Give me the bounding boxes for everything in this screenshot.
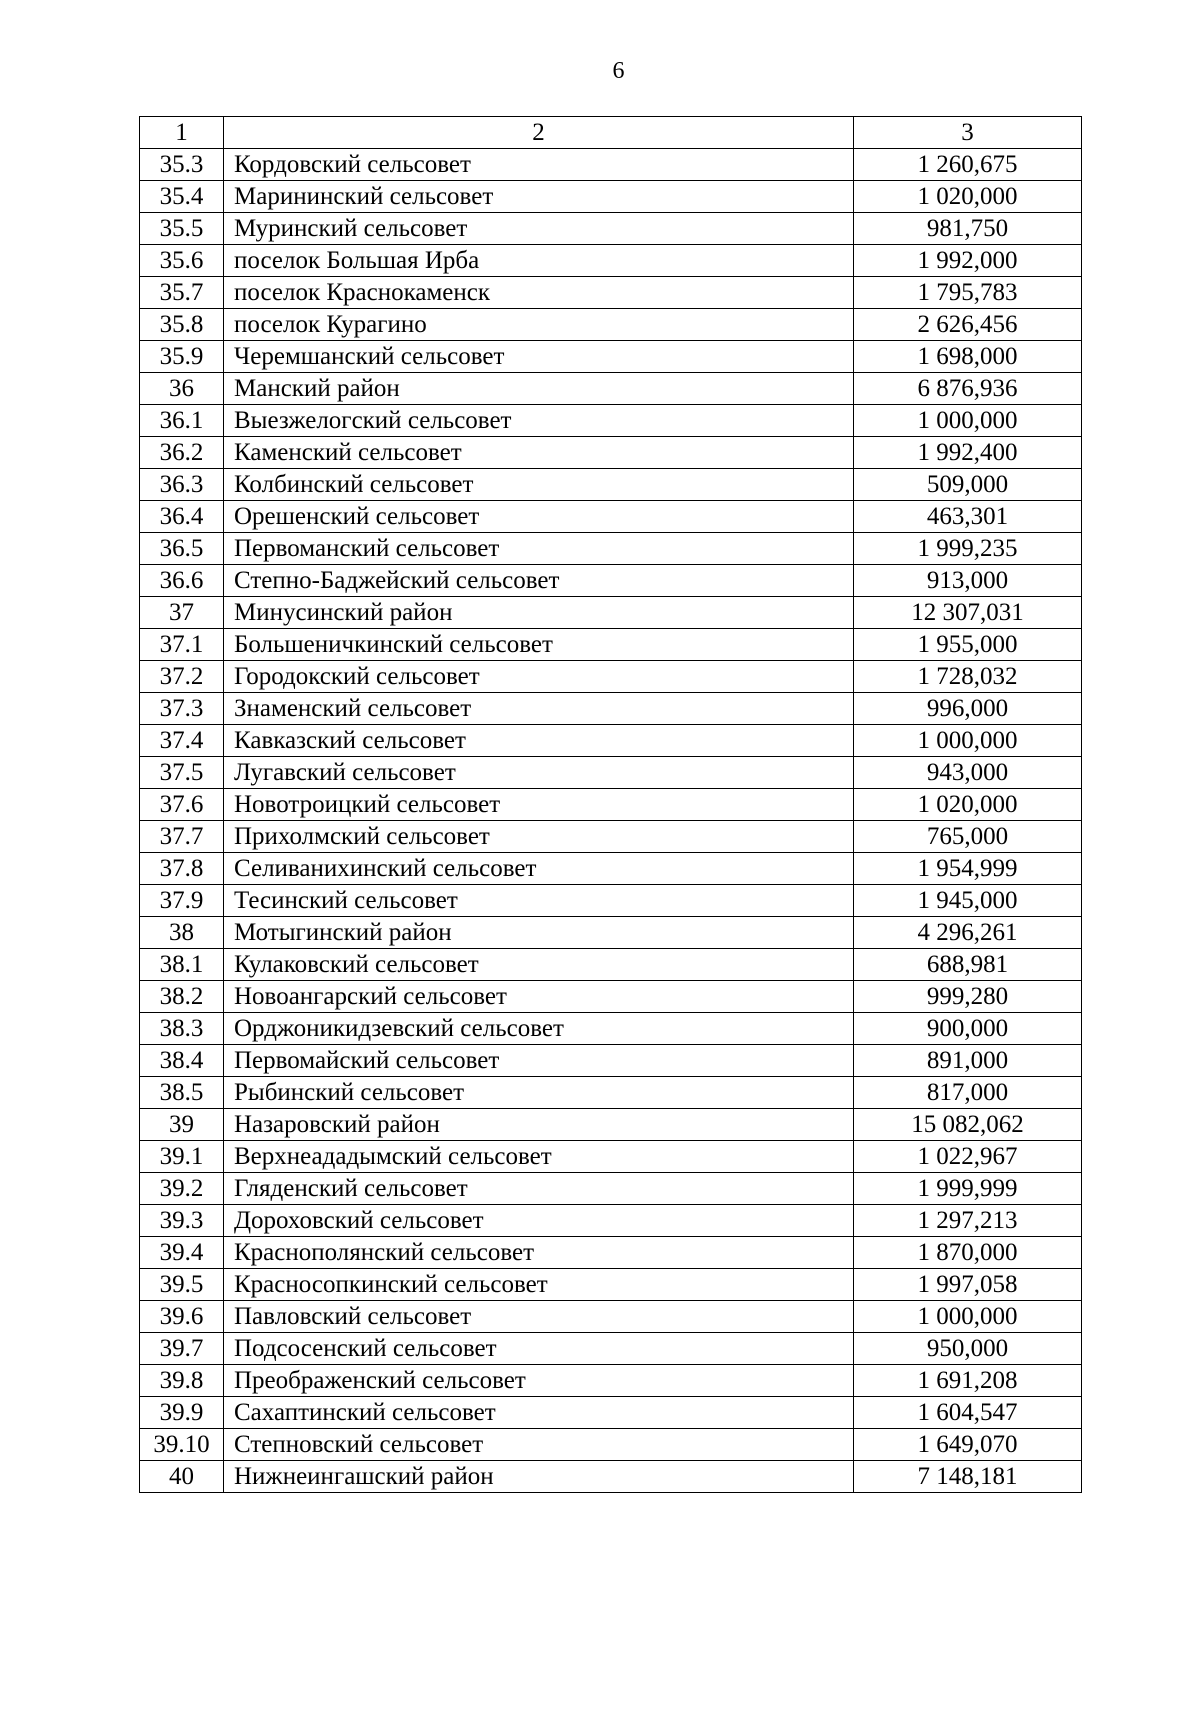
row-name: Городокский сельсовет	[224, 661, 854, 693]
table-row	[140, 1365, 1082, 1397]
row-value: 7 148,181	[854, 1461, 1082, 1493]
row-number: 37.1	[140, 629, 224, 661]
row-name: Гляденский сельсовет	[224, 1173, 854, 1205]
row-name: Павловский сельсовет	[224, 1301, 854, 1333]
row-name: Мотыгинский район	[224, 917, 854, 949]
table-row	[140, 1173, 1082, 1205]
row-name: Нижнеингашский район	[224, 1461, 854, 1493]
table-row	[140, 1269, 1082, 1301]
row-number: 35.8	[140, 309, 224, 341]
table-row	[140, 405, 1082, 437]
row-number: 39.2	[140, 1173, 224, 1205]
row-value: 1 999,235	[854, 533, 1082, 565]
row-name: поселок Большая Ирба	[224, 245, 854, 277]
row-number: 37.2	[140, 661, 224, 693]
row-number: 35.3	[140, 149, 224, 181]
table-row	[140, 661, 1082, 693]
header-col-2: 2	[224, 117, 854, 149]
row-number: 35.5	[140, 213, 224, 245]
row-name: Сахаптинский сельсовет	[224, 1397, 854, 1429]
row-name: Лугавский сельсовет	[224, 757, 854, 789]
row-name: Рыбинский сельсовет	[224, 1077, 854, 1109]
table-row	[140, 629, 1082, 661]
row-number: 37	[140, 597, 224, 629]
page-number: 6	[612, 58, 625, 84]
row-value: 1 999,999	[854, 1173, 1082, 1205]
row-number: 36.1	[140, 405, 224, 437]
row-number: 39.5	[140, 1269, 224, 1301]
row-number: 35.6	[140, 245, 224, 277]
table-row	[140, 917, 1082, 949]
row-value: 1 297,213	[854, 1205, 1082, 1237]
row-value: 1 997,058	[854, 1269, 1082, 1301]
row-name: поселок Курагино	[224, 309, 854, 341]
header-row	[140, 117, 1082, 149]
row-value: 1 795,783	[854, 277, 1082, 309]
row-name: Знаменский сельсовет	[224, 693, 854, 725]
table-row	[140, 533, 1082, 565]
table-row	[140, 373, 1082, 405]
row-name: Подсосенский сельсовет	[224, 1333, 854, 1365]
table-row	[140, 1077, 1082, 1109]
row-name: Каменский сельсовет	[224, 437, 854, 469]
row-number: 35.4	[140, 181, 224, 213]
row-name: Марининский сельсовет	[224, 181, 854, 213]
table-row	[140, 757, 1082, 789]
row-name: Степно-Баджейский сельсовет	[224, 565, 854, 597]
table-row	[140, 469, 1082, 501]
header-col-1: 1	[140, 117, 224, 149]
row-name: Прихолмский сельсовет	[224, 821, 854, 853]
row-value: 1 020,000	[854, 181, 1082, 213]
row-name: Селиванихинский сельсовет	[224, 853, 854, 885]
row-name: Большеничкинский сельсовет	[224, 629, 854, 661]
row-value: 1 954,999	[854, 853, 1082, 885]
row-name: Новотроицкий сельсовет	[224, 789, 854, 821]
row-number: 39.9	[140, 1397, 224, 1429]
row-name: Первоманский сельсовет	[224, 533, 854, 565]
row-value: 15 082,062	[854, 1109, 1082, 1141]
row-value: 900,000	[854, 1013, 1082, 1045]
table-row	[140, 1109, 1082, 1141]
row-value: 999,280	[854, 981, 1082, 1013]
row-name: Колбинский сельсовет	[224, 469, 854, 501]
table-row	[140, 181, 1082, 213]
row-number: 38.1	[140, 949, 224, 981]
row-value: 817,000	[854, 1077, 1082, 1109]
row-value: 1 020,000	[854, 789, 1082, 821]
row-value: 996,000	[854, 693, 1082, 725]
table-row	[140, 1141, 1082, 1173]
row-value: 891,000	[854, 1045, 1082, 1077]
row-value: 6 876,936	[854, 373, 1082, 405]
row-number: 39	[140, 1109, 224, 1141]
table-header	[140, 117, 1082, 149]
row-value: 1 992,400	[854, 437, 1082, 469]
table-row	[140, 981, 1082, 1013]
row-name: Кавказский сельсовет	[224, 725, 854, 757]
table-row	[140, 949, 1082, 981]
row-name: Выезжелогский сельсовет	[224, 405, 854, 437]
row-number: 39.7	[140, 1333, 224, 1365]
row-number: 36.4	[140, 501, 224, 533]
row-value: 1 728,032	[854, 661, 1082, 693]
row-value: 1 000,000	[854, 725, 1082, 757]
data-table	[139, 116, 1082, 1493]
table-row	[140, 1397, 1082, 1429]
row-value: 688,981	[854, 949, 1082, 981]
table-row	[140, 1045, 1082, 1077]
row-number: 35.7	[140, 277, 224, 309]
row-value: 1 945,000	[854, 885, 1082, 917]
row-name: Орджоникидзевский сельсовет	[224, 1013, 854, 1045]
row-number: 37.6	[140, 789, 224, 821]
row-name: Кулаковский сельсовет	[224, 949, 854, 981]
row-name: Черемшанский сельсовет	[224, 341, 854, 373]
row-number: 39.6	[140, 1301, 224, 1333]
header-col-3: 3	[854, 117, 1082, 149]
table-row	[140, 1429, 1082, 1461]
table-row	[140, 149, 1082, 181]
row-number: 36.5	[140, 533, 224, 565]
row-number: 39.4	[140, 1237, 224, 1269]
row-value: 913,000	[854, 565, 1082, 597]
row-number: 37.7	[140, 821, 224, 853]
table-row	[140, 789, 1082, 821]
table-row	[140, 245, 1082, 277]
row-value: 1 022,967	[854, 1141, 1082, 1173]
table-row	[140, 437, 1082, 469]
row-number: 37.9	[140, 885, 224, 917]
table-row	[140, 213, 1082, 245]
row-number: 39.10	[140, 1429, 224, 1461]
table-row	[140, 565, 1082, 597]
row-number: 37.3	[140, 693, 224, 725]
row-name: Краснополянский сельсовет	[224, 1237, 854, 1269]
row-name: Тесинский сельсовет	[224, 885, 854, 917]
row-number: 38	[140, 917, 224, 949]
table-row	[140, 1013, 1082, 1045]
row-number: 38.5	[140, 1077, 224, 1109]
row-name: Манский район	[224, 373, 854, 405]
row-number: 35.9	[140, 341, 224, 373]
row-number: 39.1	[140, 1141, 224, 1173]
row-value: 1 260,675	[854, 149, 1082, 181]
table-row	[140, 1461, 1082, 1493]
row-number: 36.6	[140, 565, 224, 597]
row-name: поселок Краснокаменск	[224, 277, 854, 309]
row-name: Муринский сельсовет	[224, 213, 854, 245]
row-value: 1 698,000	[854, 341, 1082, 373]
row-value: 1 649,070	[854, 1429, 1082, 1461]
table-row	[140, 501, 1082, 533]
table-row	[140, 1205, 1082, 1237]
row-name: Минусинский район	[224, 597, 854, 629]
row-value: 1 000,000	[854, 405, 1082, 437]
row-name: Назаровский район	[224, 1109, 854, 1141]
row-number: 38.2	[140, 981, 224, 1013]
row-name: Красносопкинский сельсовет	[224, 1269, 854, 1301]
row-value: 943,000	[854, 757, 1082, 789]
row-name: Кордовский сельсовет	[224, 149, 854, 181]
table-row	[140, 1333, 1082, 1365]
table-row	[140, 277, 1082, 309]
row-value: 2 626,456	[854, 309, 1082, 341]
row-number: 36.3	[140, 469, 224, 501]
row-number: 40	[140, 1461, 224, 1493]
table-row	[140, 821, 1082, 853]
row-value: 950,000	[854, 1333, 1082, 1365]
row-value: 463,301	[854, 501, 1082, 533]
row-name: Новоангарский сельсовет	[224, 981, 854, 1013]
row-value: 1 691,208	[854, 1365, 1082, 1397]
row-value: 1 992,000	[854, 245, 1082, 277]
row-number: 39.3	[140, 1205, 224, 1237]
row-number: 37.8	[140, 853, 224, 885]
row-name: Верхнеададымский сельсовет	[224, 1141, 854, 1173]
row-value: 1 000,000	[854, 1301, 1082, 1333]
row-name: Орешенский сельсовет	[224, 501, 854, 533]
table-row	[140, 597, 1082, 629]
row-number: 37.4	[140, 725, 224, 757]
table-body	[140, 149, 1082, 1493]
table-row	[140, 309, 1082, 341]
table-row	[140, 693, 1082, 725]
table-row	[140, 1237, 1082, 1269]
row-name: Первомайский сельсовет	[224, 1045, 854, 1077]
row-number: 36.2	[140, 437, 224, 469]
row-number: 38.3	[140, 1013, 224, 1045]
row-name: Преображенский сельсовет	[224, 1365, 854, 1397]
row-number: 38.4	[140, 1045, 224, 1077]
row-value: 765,000	[854, 821, 1082, 853]
row-value: 4 296,261	[854, 917, 1082, 949]
row-value: 981,750	[854, 213, 1082, 245]
table-row	[140, 885, 1082, 917]
row-name: Степновский сельсовет	[224, 1429, 854, 1461]
table-row	[140, 853, 1082, 885]
row-name: Дороховский сельсовет	[224, 1205, 854, 1237]
row-value: 1 955,000	[854, 629, 1082, 661]
row-value: 1 604,547	[854, 1397, 1082, 1429]
table-row	[140, 341, 1082, 373]
row-value: 1 870,000	[854, 1237, 1082, 1269]
row-value: 509,000	[854, 469, 1082, 501]
row-value: 12 307,031	[854, 597, 1082, 629]
row-number: 39.8	[140, 1365, 224, 1397]
table-row	[140, 725, 1082, 757]
row-number: 36	[140, 373, 224, 405]
table-row	[140, 1301, 1082, 1333]
row-number: 37.5	[140, 757, 224, 789]
